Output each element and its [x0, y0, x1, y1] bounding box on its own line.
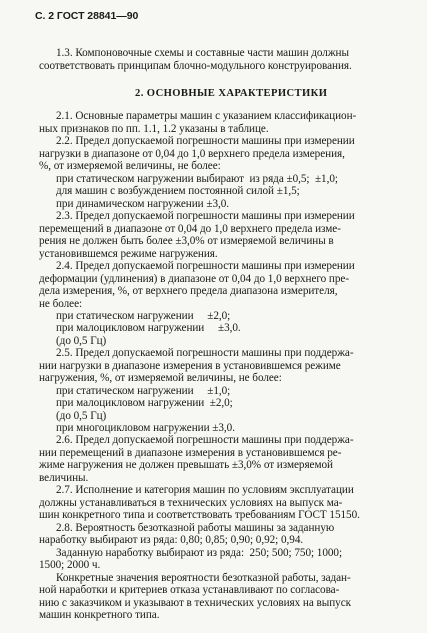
body-line: нию с заказчиком и указывают в технических условиях на выпуск [39, 597, 352, 609]
body-line: дела измерения, %, от верхнего предела диапазона измерителя, [39, 285, 338, 297]
body-line: жиме нагружения не должен превышать ±3,0% от измеряемой [39, 459, 333, 471]
body-line: установившемся режиме нагружения. [39, 248, 218, 260]
body-line: 2.2. Предел допускаемой погрешности машины при измерении [56, 135, 355, 147]
body-line: при малоцикловом нагружении ±2,0; [56, 397, 233, 409]
page-header: С. 2 ГОСТ 28841—90 [35, 10, 139, 22]
body-line: 2.8. Вероятность безотказной работы машины за заданную [56, 522, 335, 534]
body-line: 2.6. Предел допускаемой погрешности машины при поддержа- [56, 434, 354, 446]
body-line: нагружения, %, от измеряемой величины, не более: [39, 372, 282, 384]
paragraph-1-3-line-2: соответствовать принципам блочно-модульного конструирования. [39, 60, 352, 72]
body-line: 2.1. Основные параметры машин с указанием классификацион- [56, 110, 357, 122]
body-line: 2.5. Предел допускаемой погрешности машины при поддержа- [56, 347, 354, 359]
section-heading: 2. ОСНОВНЫЕ ХАРАКТЕРИСТИКИ [135, 88, 328, 99]
body-line: при динамическом нагружении ±3,0. [56, 198, 230, 210]
body-line: ных признаков по пп. 1.1, 1.2 указаны в таблице. [39, 123, 269, 135]
body-line: %, от измеряемой величины, не более: [39, 160, 221, 172]
body-line: нии перемещений в диапазоне измерения в установившемся ре- [39, 447, 342, 459]
body-line: ной наработки и критериев отказа устанавливают по согласова- [39, 584, 340, 596]
body-line: должны устанавливаться в технических условиях на выпуск ма- [39, 497, 343, 509]
body-line: для машин с возбуждением постоянной силой ±1,5; [56, 185, 300, 197]
body-line: нагрузки в диапазоне от 0,04 до 1,0 верхнего предела измерения, [39, 148, 345, 160]
body-line: (до 0,5 Гц) [56, 410, 107, 422]
body-line: Конкретные значения вероятности безотказной работы, задан- [56, 572, 351, 584]
body-line: при малоцикловом нагружении ±3,0. [56, 322, 241, 334]
body-line: при статическом нагружении выбирают из ряда ±0,5; ±1,0; [56, 173, 338, 185]
body-line: Заданную наработку выбирают из ряда: 250; 500; 750; 1000; [56, 547, 343, 559]
body-line: при статическом нагружении ±2,0; [56, 310, 231, 322]
body-line: величины. [39, 472, 89, 484]
body-line: перемещений в диапазоне от 0,04 до 1,0 верхнего предела изме- [39, 223, 341, 235]
body-line: наработку выбирают из ряда: 0,80; 0,85; 0,90; 0,92; 0,94. [39, 534, 304, 546]
body-line: машин конкретного типа. [39, 609, 160, 621]
body-line: шин конкретного типа и соответствовать требованиям ГОСТ 15150. [39, 509, 360, 521]
body-line: рения не должен быть более ±3,0% от измеряемой величины в [39, 235, 334, 247]
paragraph-1-3-line-1: 1.3. Компоновочные схемы и составные части машин должны [56, 47, 349, 59]
body-line: 2.4. Предел допускаемой погрешности машины при измерении [56, 260, 355, 272]
body-line: не более: [39, 298, 83, 310]
body-line: 2.3. Предел допускаемой погрешности машины при измерении [56, 210, 355, 222]
body-line: (до 0,5 Гц) [56, 335, 107, 347]
body-line: нии нагрузки в диапазоне измерения в установившемся режиме [39, 360, 341, 372]
body-line: 1500; 2000 ч. [39, 559, 101, 571]
body-line: при статическом нагружении ±1,0; [56, 385, 231, 397]
body-line: при многоцикловом нагружении ±3,0. [56, 422, 235, 434]
body-line: 2.7. Исполнение и категория машин по условиям эксплуатации [56, 484, 354, 496]
body-line: деформации (удлинения) в диапазоне от 0,04 до 1,0 верхнего пре- [39, 273, 350, 285]
